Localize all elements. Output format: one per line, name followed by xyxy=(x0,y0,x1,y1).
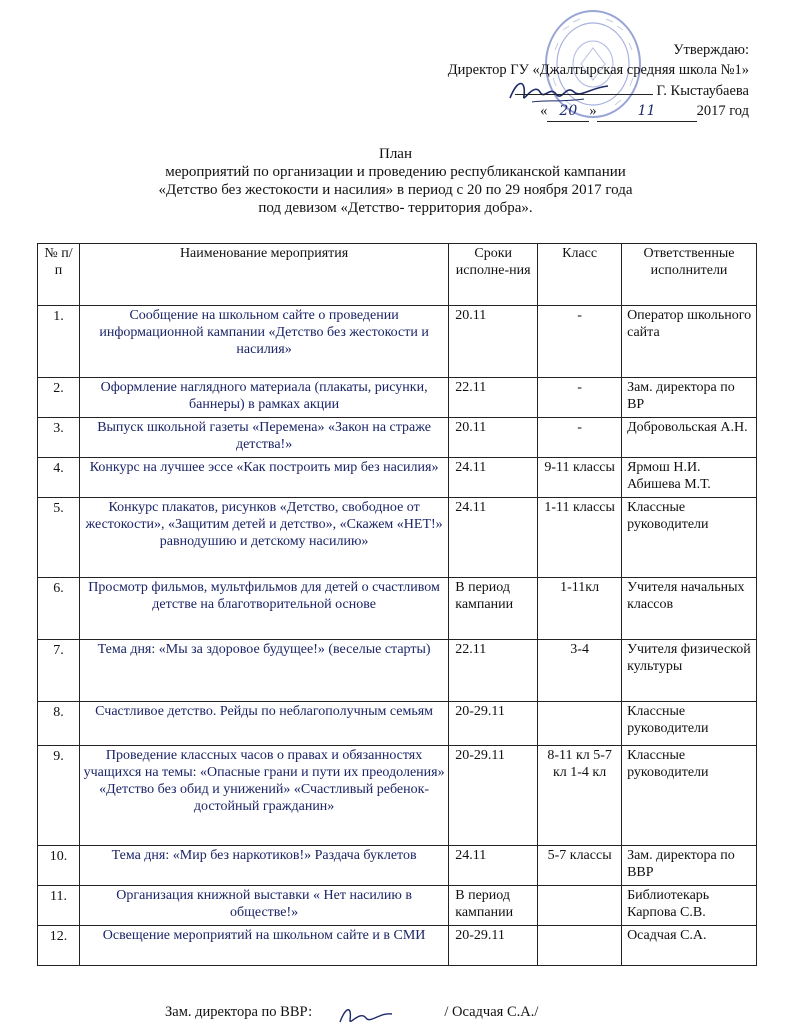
approval-heading: Утверждаю: xyxy=(673,42,749,58)
cell-responsible: Учителя физической культуры xyxy=(622,640,757,702)
cell-responsible: Осадчая С.А. xyxy=(622,926,757,966)
table-header-row xyxy=(38,244,757,306)
cell-responsible: Классные руководители xyxy=(622,498,757,578)
cell-responsible: Зам. директора по ВВР xyxy=(622,846,757,886)
cell-name: Тема дня: «Мы за здоровое будущее!» (веселые старты) xyxy=(79,640,448,702)
cell-num: 10. xyxy=(38,846,80,886)
header-date: Сроки исполне-ния xyxy=(449,244,538,306)
approval-position: Директор ГУ «Джалтырская средняя школа №1» xyxy=(447,62,749,78)
cell-class: - xyxy=(538,378,622,418)
cell-num: 4. xyxy=(38,458,80,498)
cell-date: 20.11 xyxy=(449,306,538,378)
cell-class xyxy=(538,886,622,926)
cell-class: - xyxy=(538,418,622,458)
cell-responsible: Ярмош Н.И. Абишева М.Т. xyxy=(622,458,757,498)
cell-name: Оформление наглядного материала (плакаты, рисунки, баннеры) в рамках акции xyxy=(79,378,448,418)
header-class: Класс xyxy=(538,244,622,306)
table-row xyxy=(38,640,757,702)
cell-name: Счастливое детство. Рейды по неблагополучным семьям xyxy=(79,702,448,746)
cell-class xyxy=(538,926,622,966)
cell-class: 1-11кл xyxy=(538,578,622,640)
director-name: Г. Кыстаубаева xyxy=(656,83,749,99)
title-motto: под девизом «Детство- территория добра». xyxy=(258,200,533,216)
table-row xyxy=(38,306,757,378)
cell-class: 1-11 классы xyxy=(538,498,622,578)
cell-date: 20-29.11 xyxy=(449,926,538,966)
table-row xyxy=(38,702,757,746)
cell-name: Просмотр фильмов, мультфильмов для детей о счастливом детстве на благотворительной основе xyxy=(79,578,448,640)
cell-responsible: Библиотекарь Карпова С.В. xyxy=(622,886,757,926)
cell-date: 20-29.11 xyxy=(449,746,538,846)
cell-class: - xyxy=(538,306,622,378)
table-row xyxy=(38,578,757,640)
cell-date: 22.11 xyxy=(449,640,538,702)
cell-name: Организация книжной выставки « Нет насилию в обществе!» xyxy=(79,886,448,926)
title-plan: План xyxy=(378,146,412,162)
cell-date: 20.11 xyxy=(449,418,538,458)
signature-underline xyxy=(515,80,653,95)
date-open-quote: « xyxy=(540,103,548,119)
table-row xyxy=(38,498,757,578)
table-row xyxy=(38,378,757,418)
cell-name: Тема дня: «Мир без наркотиков!» Раздача буклетов xyxy=(79,846,448,886)
cell-name: Сообщение на школьном сайте о проведении информационной кампании «Детство без жестокости и насилия» xyxy=(79,306,448,378)
cell-num: 11. xyxy=(38,886,80,926)
cell-date: В период кампании xyxy=(449,886,538,926)
date-day: 20 xyxy=(559,103,578,119)
cell-num: 2. xyxy=(38,378,80,418)
cell-num: 6. xyxy=(38,578,80,640)
cell-class xyxy=(538,702,622,746)
table-row xyxy=(38,926,757,966)
date-close-quote: » xyxy=(589,103,597,119)
cell-date: 22.11 xyxy=(449,378,538,418)
cell-responsible: Оператор школьного сайта xyxy=(622,306,757,378)
cell-responsible: Добровольская А.Н. xyxy=(622,418,757,458)
deputy-signature xyxy=(336,1002,396,1028)
events-table xyxy=(37,243,757,966)
cell-responsible: Зам. директора по ВР xyxy=(622,378,757,418)
cell-date: В период кампании xyxy=(449,578,538,640)
cell-class: 9-11 классы xyxy=(538,458,622,498)
cell-responsible: Классные руководители xyxy=(622,702,757,746)
table-row xyxy=(38,418,757,458)
footer-name: / Осадчая С.А./ xyxy=(444,1004,539,1020)
date-year: 2017 год xyxy=(696,103,749,119)
header-name: Наименование мероприятия xyxy=(79,244,448,306)
table-row xyxy=(38,458,757,498)
cell-num: 3. xyxy=(38,418,80,458)
cell-name: Проведение классных часов о правах и обязанностях учащихся на темы: «Опасные грани и пути их преодоления» «Детство без обид и унижений» «Счастливый ребенок- достойный гражданин» xyxy=(79,746,448,846)
cell-date: 24.11 xyxy=(449,498,538,578)
cell-name: Выпуск школьной газеты «Перемена» «Закон на страже детства!» xyxy=(79,418,448,458)
header-responsible: Ответственные исполнители xyxy=(622,244,757,306)
table-row xyxy=(38,846,757,886)
cell-num: 1. xyxy=(38,306,80,378)
cell-class: 3-4 xyxy=(538,640,622,702)
cell-responsible: Учителя начальных классов xyxy=(622,578,757,640)
cell-class: 8-11 кл 5-7 кл 1-4 кл xyxy=(538,746,622,846)
approval-signature-line xyxy=(329,80,749,101)
cell-date: 24.11 xyxy=(449,458,538,498)
cell-date: 20-29.11 xyxy=(449,702,538,746)
footer-signature xyxy=(165,1004,538,1021)
cell-name: Конкурс плакатов, рисунков «Детство, свободное от жестокости», «Защитим детей и детство», «Скажем «НЕТ!» равнодушию и детскому насилию» xyxy=(79,498,448,578)
table-row xyxy=(38,746,757,846)
cell-num: 5. xyxy=(38,498,80,578)
footer-position: Зам. директора по ВВР: xyxy=(165,1004,313,1020)
cell-num: 12. xyxy=(38,926,80,966)
approval-block xyxy=(329,40,749,122)
title-campaign: «Детство без жестокости и насилия» в период с 20 по 29 ноября 2017 года xyxy=(158,182,633,198)
cell-date: 24.11 xyxy=(449,846,538,886)
cell-name: Освещение мероприятий на школьном сайте и в СМИ xyxy=(79,926,448,966)
cell-name: Конкурс на лучшее эссе «Как построить мир без насилия» xyxy=(79,458,448,498)
header-num: № п/п xyxy=(38,244,80,306)
title-subject: мероприятий по организации и проведению республиканской кампании xyxy=(165,164,626,180)
table-row xyxy=(38,886,757,926)
date-month: 11 xyxy=(637,103,656,119)
approval-date xyxy=(329,101,749,122)
document-title xyxy=(0,145,791,217)
cell-class: 5-7 классы xyxy=(538,846,622,886)
cell-num: 9. xyxy=(38,746,80,846)
cell-responsible: Классные руководители xyxy=(622,746,757,846)
cell-num: 7. xyxy=(38,640,80,702)
cell-num: 8. xyxy=(38,702,80,746)
